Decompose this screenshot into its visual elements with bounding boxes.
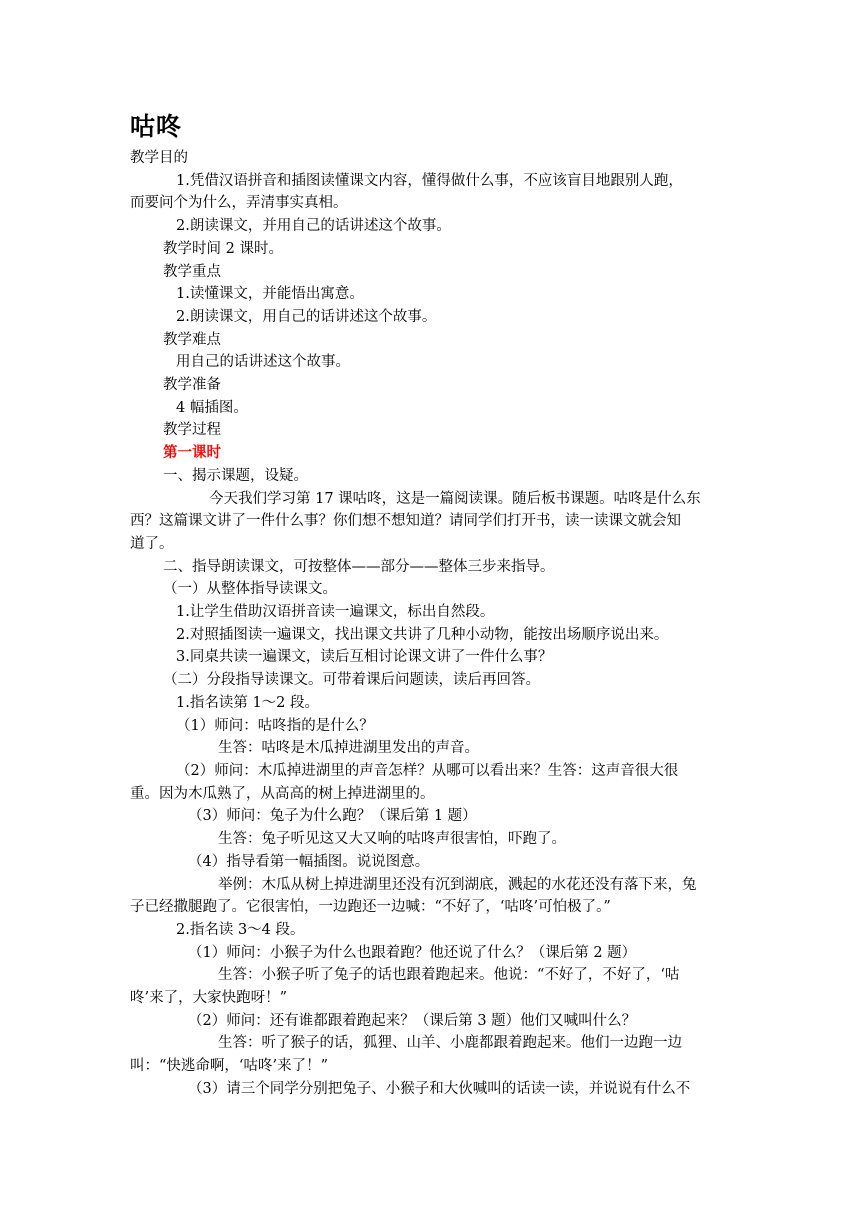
section-heading-preparation: 教学准备 xyxy=(163,377,221,394)
sub-step-heading: （二）分段指导读课文。可带着课后问题读，读后再回答。 xyxy=(163,672,540,689)
paragraph-line: 2.朗读课文，用自己的话讲述这个故事。 xyxy=(176,308,437,325)
paragraph-line: （3）请三个同学分别把兔子、小猴子和大伙喊叫的话读一读，并说说有什么不 xyxy=(188,1080,691,1097)
answer-line: 生答：兔子听见这又大又响的咕咚声很害怕，吓跑了。 xyxy=(218,831,566,848)
step-heading: 二、指导朗读课文，可按整体——部分——整体三步来指导。 xyxy=(163,558,555,575)
section-heading-process: 教学过程 xyxy=(163,422,221,439)
paragraph-line: 1.读懂课文，并能悟出寓意。 xyxy=(176,286,364,303)
paragraph-line: 咚’来了，大家快跑呀！” xyxy=(130,990,288,1007)
answer-line: 生答：听了猴子的话，狐狸、山羊、小鹿都跟着跑起来。他们一边跑一边 xyxy=(218,1035,682,1052)
paragraph-line: 叫：“快逃命啊，‘咕咚’来了！” xyxy=(130,1058,329,1075)
document-body xyxy=(130,110,734,1101)
question-line: （3）师问：兔子为什么跑？（课后第 1 题） xyxy=(188,808,477,825)
paragraph-line: 举例：木瓜从树上掉进湖里还没有沉到湖底，溅起的水花还没有落下来，兔 xyxy=(218,876,697,893)
paragraph-line: 2.指名读 3～4 段。 xyxy=(176,921,305,938)
document-title: 咕咚 xyxy=(130,112,183,141)
section-heading-time: 教学时间 2 课时。 xyxy=(163,240,283,257)
paragraph-line: 2.朗读课文，并用自己的话讲述这个故事。 xyxy=(176,218,451,235)
question-line: （1）师问：小猴子为什么也跟着跑？他还说了什么？（课后第 2 题） xyxy=(188,944,637,961)
paragraph-line: 道了。 xyxy=(130,535,174,552)
question-line: （2）师问：还有谁都跟着跑起来？（课后第 3 题）他们又喊叫什么？ xyxy=(188,1012,637,1029)
section-heading-objectives: 教学目的 xyxy=(130,150,188,166)
question-line: （4）指导看第一幅插图。说说图意。 xyxy=(188,853,430,870)
paragraph-line: 1.让学生借助汉语拼音读一遍课文，标出自然段。 xyxy=(176,604,495,621)
paragraph-line: 重。因为木瓜熟了，从高高的树上掉进湖里的。 xyxy=(130,785,435,802)
step-heading: 一、揭示课题，设疑。 xyxy=(163,467,308,484)
sub-step-heading: （一）从整体指导读课文。 xyxy=(163,581,337,598)
answer-line: 生答：咕咚是木瓜掉进湖里发出的声音。 xyxy=(218,740,479,757)
section-heading-key-points: 教学重点 xyxy=(163,263,221,280)
paragraph-line: 而要问个为什么，弄清事实真相。 xyxy=(130,195,348,212)
paragraph-line: 3.同桌共读一遍课文，读后互相讨论课文讲了一件什么事？ xyxy=(176,649,553,666)
section-heading-difficulties: 教学难点 xyxy=(163,331,221,348)
answer-line: 生答：小猴子听了兔子的话也跟着跑起来。他说：“不好了，不好了，‘咕 xyxy=(218,967,680,984)
paragraph-line: 4 幅插图。 xyxy=(176,399,248,416)
lesson-heading-first: 第一课时 xyxy=(163,444,221,462)
paragraph-line: 1.凭借汉语拼音和插图读懂课文内容，懂得做什么事，不应该盲目地跟别人跑， xyxy=(176,172,683,189)
question-line: （2）师问：木瓜掉进湖里的声音怎样？从哪可以看出来？生答：这声音很大很 xyxy=(176,762,679,779)
paragraph-line: 1.指名读第 1～2 段。 xyxy=(176,694,320,711)
paragraph-line: 2.对照插图读一遍课文，找出课文共讲了几种小动物，能按出场顺序说出来。 xyxy=(176,626,669,643)
paragraph-line: 子已经撒腿跑了。它很害怕，一边跑还一边喊：“不好了，‘咕咚’可怕极了。” xyxy=(130,899,611,916)
paragraph-line: 用自己的话讲述这个故事。 xyxy=(176,354,350,371)
paragraph-line: 西？这篇课文讲了一件什么事？你们想不想知道？请同学们打开书，读一读课文就会知 xyxy=(130,513,681,530)
question-line: （1）师问：咕咚指的是什么？ xyxy=(176,717,374,734)
paragraph-line: 今天我们学习第 17 课咕咚，这是一篇阅读课。随后板书课题。咕咚是什么东 xyxy=(209,490,701,507)
